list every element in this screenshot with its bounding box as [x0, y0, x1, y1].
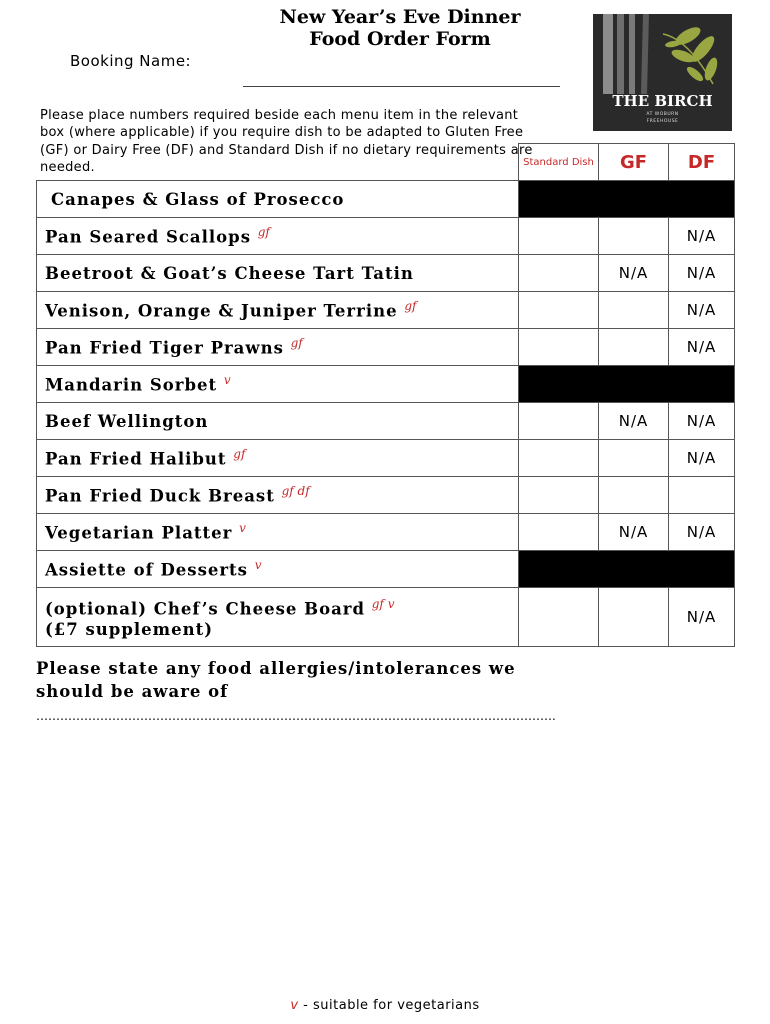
section-label [37, 366, 519, 403]
menu-item-row [37, 218, 735, 255]
allergies-line2-wrap [36, 680, 736, 728]
item-name: Beef Wellington [45, 411, 209, 431]
logo-subtitle-1: AT WOBURN [646, 112, 679, 117]
item-name: Pan Seared Scallops [45, 227, 251, 247]
column-header-standard: Standard Dish [519, 144, 599, 181]
section-label [37, 551, 519, 588]
df-qty-cell: N/A [669, 588, 735, 647]
menu-item-row [37, 292, 735, 329]
menu-section-row [37, 181, 735, 218]
logo-name: THE BIRCH [612, 92, 713, 110]
menu-item-row [37, 403, 735, 440]
menu-item-label [37, 218, 519, 255]
standard-qty-cell[interactable] [519, 218, 599, 255]
form-title-line1: New Year’s Eve Dinner [279, 6, 521, 28]
section-blackout [519, 551, 735, 588]
gf-qty-cell[interactable] [599, 588, 669, 647]
birch-tree-icon [593, 14, 732, 94]
gf-qty-cell: N/A [599, 255, 669, 292]
menu-item-row [37, 477, 735, 514]
standard-qty-cell[interactable] [519, 514, 599, 551]
item-name: Pan Fried Duck Breast [45, 486, 275, 506]
menu-item-label [37, 403, 519, 440]
dietary-tag: gf [290, 336, 303, 351]
df-qty-cell: N/A [669, 514, 735, 551]
dietary-tag: v [254, 558, 262, 573]
dietary-tag: gf [404, 299, 417, 314]
section-label [37, 181, 519, 218]
df-qty-cell: N/A [669, 403, 735, 440]
item-name: Vegetarian Platter [45, 523, 233, 543]
standard-qty-cell[interactable] [519, 440, 599, 477]
df-qty-cell: N/A [669, 292, 735, 329]
df-qty-cell: N/A [669, 218, 735, 255]
menu-item-row [37, 329, 735, 366]
menu-item-label [37, 329, 519, 366]
standard-qty-cell[interactable] [519, 477, 599, 514]
menu-item-label [37, 477, 519, 514]
dietary-tag: gf [233, 447, 246, 462]
dietary-tag: gf df [281, 484, 310, 499]
dietary-tag: v [223, 373, 231, 388]
menu-item-row [37, 588, 735, 647]
column-header-gf: GF [599, 144, 669, 181]
vegetarian-symbol: v [290, 998, 299, 1013]
section-blackout [519, 181, 735, 218]
section-blackout [519, 366, 735, 403]
df-qty-cell: N/A [669, 440, 735, 477]
footnote [0, 998, 770, 1013]
menu-item-row [37, 255, 735, 292]
item-name: Pan Fried Tiger Prawns [45, 338, 284, 358]
menu-item-row [37, 440, 735, 477]
df-qty-cell[interactable] [669, 477, 735, 514]
form-title-line2: Food Order Form [309, 28, 491, 50]
gf-qty-cell[interactable] [599, 218, 669, 255]
booking-name-field[interactable] [243, 86, 560, 87]
item-name: Assiette of Desserts [45, 560, 248, 580]
menu-item-label [37, 514, 519, 551]
item-name: Canapes & Glass of Prosecco [51, 189, 345, 209]
gf-qty-cell[interactable] [599, 477, 669, 514]
df-qty-cell: N/A [669, 255, 735, 292]
menu-item-label [37, 440, 519, 477]
dietary-tag: gf [257, 225, 270, 240]
column-header-row [37, 144, 735, 181]
item-name: Mandarin Sorbet [45, 375, 218, 395]
item-name-line2: (£7 supplement) [45, 620, 214, 640]
menu-order-table [36, 143, 735, 647]
gf-qty-cell[interactable] [599, 292, 669, 329]
standard-qty-cell[interactable] [519, 255, 599, 292]
standard-qty-cell[interactable] [519, 329, 599, 366]
allergies-line2: should be aware of [36, 682, 229, 701]
menu-section-row [37, 551, 735, 588]
item-name: Pan Fried Halibut [45, 449, 227, 469]
item-name: Venison, Orange & Juniper Terrine [45, 301, 398, 321]
gf-qty-cell[interactable] [599, 440, 669, 477]
menu-item-row [37, 514, 735, 551]
logo-subtitle-2: FREEHOUSE [646, 119, 679, 124]
gf-qty-cell: N/A [599, 514, 669, 551]
df-qty-cell: N/A [669, 329, 735, 366]
standard-qty-cell[interactable] [519, 403, 599, 440]
item-name: Beetroot & Goat’s Cheese Tart Tatin [45, 263, 414, 283]
standard-qty-cell[interactable] [519, 292, 599, 329]
gf-qty-cell: N/A [599, 403, 669, 440]
instructions-text: Please place numbers required beside each menu item in the relevant box (where applicable) if you require dish to be adapted to Gluten Free (GF) or Dairy Free (DF) and Standard Dish if no dietary requirements are needed. [40, 108, 533, 176]
standard-qty-cell[interactable] [519, 588, 599, 647]
menu-item-label [37, 292, 519, 329]
dietary-tag: v [239, 521, 246, 536]
the-birch-logo [593, 14, 732, 131]
booking-name-label: Booking Name: [70, 52, 192, 70]
allergies-prompt [36, 657, 736, 728]
menu-section-row [37, 366, 735, 403]
allergies-answer-field[interactable]: …………………………………………………………………………………………………………………. [36, 709, 556, 723]
dietary-tag: gf v [371, 596, 395, 611]
item-name: (optional) Chef’s Cheese Board [45, 599, 365, 619]
footnote-text: - suitable for vegetarians [298, 998, 480, 1013]
menu-item-label [37, 588, 519, 647]
column-header-df: DF [669, 144, 735, 181]
allergies-line1: Please state any food allergies/intolerances we [36, 659, 516, 678]
header-spacer [37, 144, 519, 181]
menu-item-label [37, 255, 519, 292]
gf-qty-cell[interactable] [599, 329, 669, 366]
